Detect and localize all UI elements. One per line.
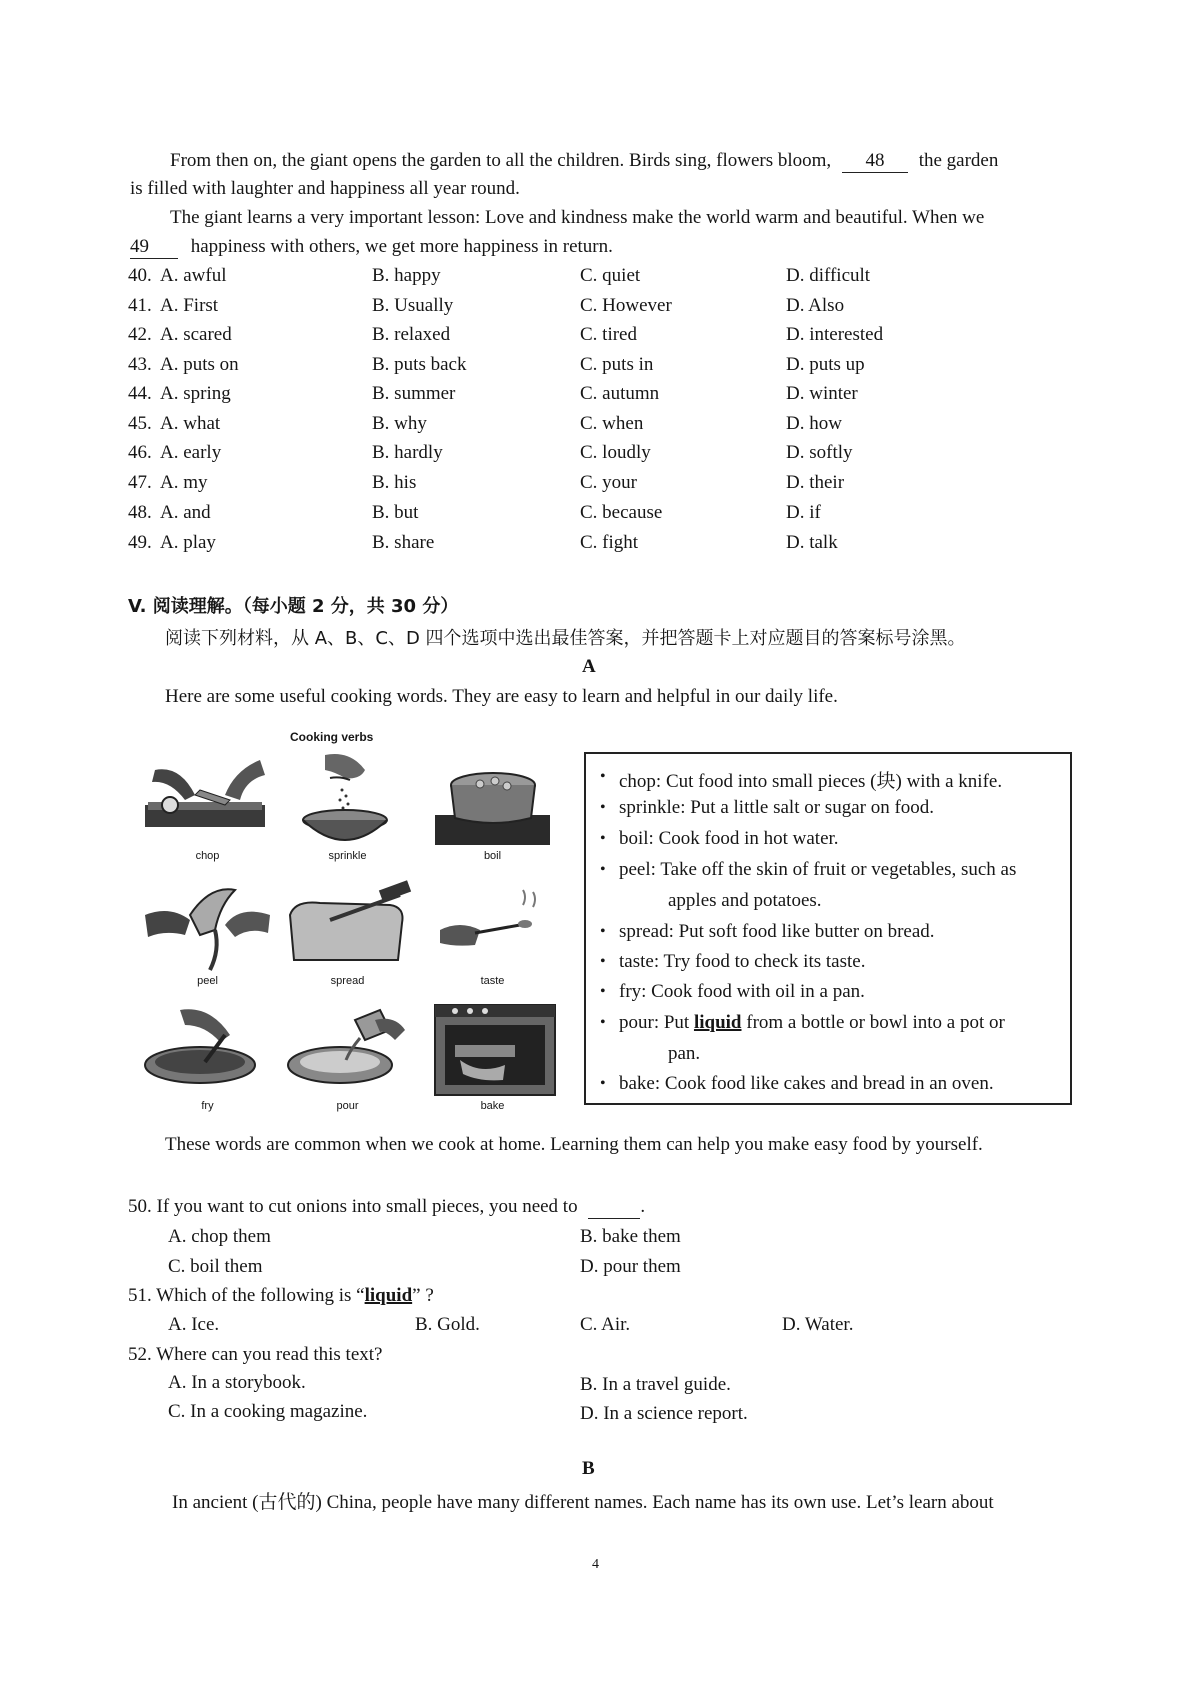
question-number: 43. [128,354,152,375]
question-number: 45. [128,413,152,434]
definition-bake: bake: Cook food like cakes and bread in an oven. [619,1073,994,1094]
option-b: B. his [372,472,417,493]
option-a: A. my [160,472,208,493]
option-d: D. puts up [786,354,865,375]
cooking-verbs-figure [140,730,565,1125]
page-number: 4 [592,1557,599,1572]
option-row-40 [0,265,1190,291]
option-a: A. early [160,442,222,463]
question-number: 46. [128,442,152,463]
blank-49: 49 [130,236,178,259]
boil-icon [425,750,560,850]
period: . [640,1196,646,1217]
bullet: • [600,768,606,785]
peel-icon [140,875,275,975]
liquid-word: liquid [364,1285,413,1306]
option-c: C. your [580,472,637,493]
option-d: D. winter [786,383,858,404]
question-number: 47. [128,472,152,493]
option-d: D. Water. [782,1314,854,1335]
caption-sprinkle: sprinkle [328,850,367,862]
caption-spread: spread [330,975,365,987]
option-b: B. In a travel guide. [580,1374,731,1395]
definition-taste: taste: Try food to check its taste. [619,951,866,972]
option-a: A. play [160,532,216,553]
bullet: • [600,923,606,940]
passage-line [130,236,613,259]
option-row-42 [0,324,1190,350]
option-b: B. summer [372,383,456,404]
section-instruction: 阅读下列材料，从 A、B、C、D 四个选项中选出最佳答案，并把答题卡上对应题目的答案标号涂黑。 [165,628,966,649]
option-d: D. In a science report. [580,1403,748,1424]
caption-bake: bake [480,1100,505,1112]
option-c: C. puts in [580,354,654,375]
question-stem: 50. If you want to cut onions into small pieces, you need to [128,1196,578,1217]
option-d: D. pour them [580,1256,681,1277]
option-a: A. First [160,295,219,316]
passage-text: From then on, the giant opens the garden to all the children. Birds sing, flowers bloom, [170,150,832,171]
sprinkle-icon [280,750,415,850]
option-b: B. Gold. [415,1314,480,1335]
question-number: 44. [128,383,152,404]
passage-text: the garden [918,150,999,171]
option-d: D. their [786,472,845,493]
part-label-a: A [582,656,596,677]
part-a-outro: These words are common when we cook at home. Learning them can help you make easy food by yourself. [165,1134,983,1155]
option-row-43 [0,354,1190,380]
option-d: D. talk [786,532,838,553]
option-c: C. In a cooking magazine. [168,1401,368,1422]
option-row-46 [0,442,1190,468]
fry-icon [140,1000,275,1100]
option-b: B. happy [372,265,441,286]
question-number: 49. [128,532,152,553]
question-number: 42. [128,324,152,345]
caption-fry: fry [201,1100,214,1112]
option-c: C. quiet [580,265,641,286]
definition-spread: spread: Put soft food like butter on bread. [619,921,935,942]
passage-line [170,150,998,173]
part-b-text: In ancient (古代的) China, people have many different names. Each name has its own use. Let’s learn about [172,1492,994,1513]
option-b: B. but [372,502,419,523]
option-c: C. However [580,295,672,316]
option-c: C. when [580,413,644,434]
option-row-49 [0,532,1190,558]
option-row-45 [0,413,1190,439]
pour-icon [280,1000,415,1100]
answer-blank [588,1196,640,1219]
bullet: • [600,953,606,970]
option-row-44 [0,383,1190,409]
caption-boil: boil [483,850,502,862]
caption-pour: pour [336,1100,359,1112]
option-c: C. boil them [168,1256,263,1277]
definition-pour-cont: pan. [668,1043,701,1064]
option-b: B. share [372,532,435,553]
option-c: C. Air. [580,1314,631,1335]
bullet: • [600,830,606,847]
part-label-b: B [582,1458,595,1479]
question-stem: ” ? [412,1285,434,1306]
option-b: B. Usually [372,295,454,316]
option-a: A. what [160,413,221,434]
option-row-41 [0,295,1190,321]
passage-text: happiness with others, we get more happiness in return. [190,236,613,257]
option-row-48 [0,502,1190,528]
option-a: A. Ice. [168,1314,220,1335]
option-b: B. puts back [372,354,467,375]
liquid-word: liquid [693,1012,742,1033]
bake-icon [425,1000,560,1100]
question-number: 41. [128,295,152,316]
part-a-intro: Here are some useful cooking words. They are easy to learn and helpful in our daily life. [165,686,838,707]
option-a: A. scared [160,324,232,345]
caption-taste: taste [480,975,505,987]
chop-icon [140,750,275,850]
taste-icon [425,875,560,975]
bullet: • [600,1075,606,1092]
option-b: B. why [372,413,427,434]
question-stem: 51. Which of the following is “ [128,1285,365,1306]
definition-chop: chop: Cut food into small pieces (块) with a knife. [619,771,1003,792]
option-a: A. chop them [168,1226,271,1247]
figure-title: Cooking verbs [290,730,374,744]
definition-sprinkle: sprinkle: Put a little salt or sugar on food. [619,797,935,818]
option-b: B. hardly [372,442,443,463]
definition-fry: fry: Cook food with oil in a pan. [619,981,865,1002]
bullet: • [600,1014,606,1031]
option-d: D. difficult [786,265,871,286]
option-c: C. autumn [580,383,660,404]
spread-icon [280,875,415,975]
definition-text: from a bottle or bowl into a pot or [741,1012,1005,1033]
definition-peel-cont: apples and potatoes. [668,890,822,911]
section-heading: V. 阅读理解。（每小题 2 分，共 30 分） [128,596,459,617]
caption-chop: chop [195,850,220,862]
option-d: D. Also [786,295,845,316]
option-a: A. and [160,502,211,523]
definition-text: pour: Put [619,1012,694,1033]
option-a: A. In a storybook. [168,1372,306,1393]
bullet: • [600,983,606,1000]
option-a: A. spring [160,383,231,404]
option-a: A. awful [160,265,227,286]
question-51 [128,1285,434,1307]
definition-boil: boil: Cook food in hot water. [619,828,839,849]
blank-48: 48 [842,150,908,173]
question-52: 52. Where can you read this text? [128,1344,383,1365]
passage-line: The giant learns a very important lesson: Love and kindness make the world warm and beautiful. When we [170,207,985,228]
bullet: • [600,799,606,816]
question-number: 48. [128,502,152,523]
passage-line: is filled with laughter and happiness all year round. [130,178,520,199]
option-b: B. bake them [580,1226,681,1247]
definition-pour [619,1012,1005,1034]
option-c: C. tired [580,324,637,345]
caption-peel: peel [197,975,218,987]
question-50 [128,1196,645,1219]
option-c: C. loudly [580,442,651,463]
definition-peel: peel: Take off the skin of fruit or vegetables, such as [619,859,1017,880]
option-d: D. if [786,502,821,523]
option-c: C. because [580,502,663,523]
option-d: D. interested [786,324,884,345]
option-b: B. relaxed [372,324,451,345]
option-d: D. how [786,413,842,434]
option-c: C. fight [580,532,639,553]
option-d: D. softly [786,442,853,463]
option-row-47 [0,472,1190,498]
option-a: A. puts on [160,354,239,375]
definitions-box [584,752,1072,1105]
bullet: • [600,861,606,878]
question-number: 40. [128,265,152,286]
